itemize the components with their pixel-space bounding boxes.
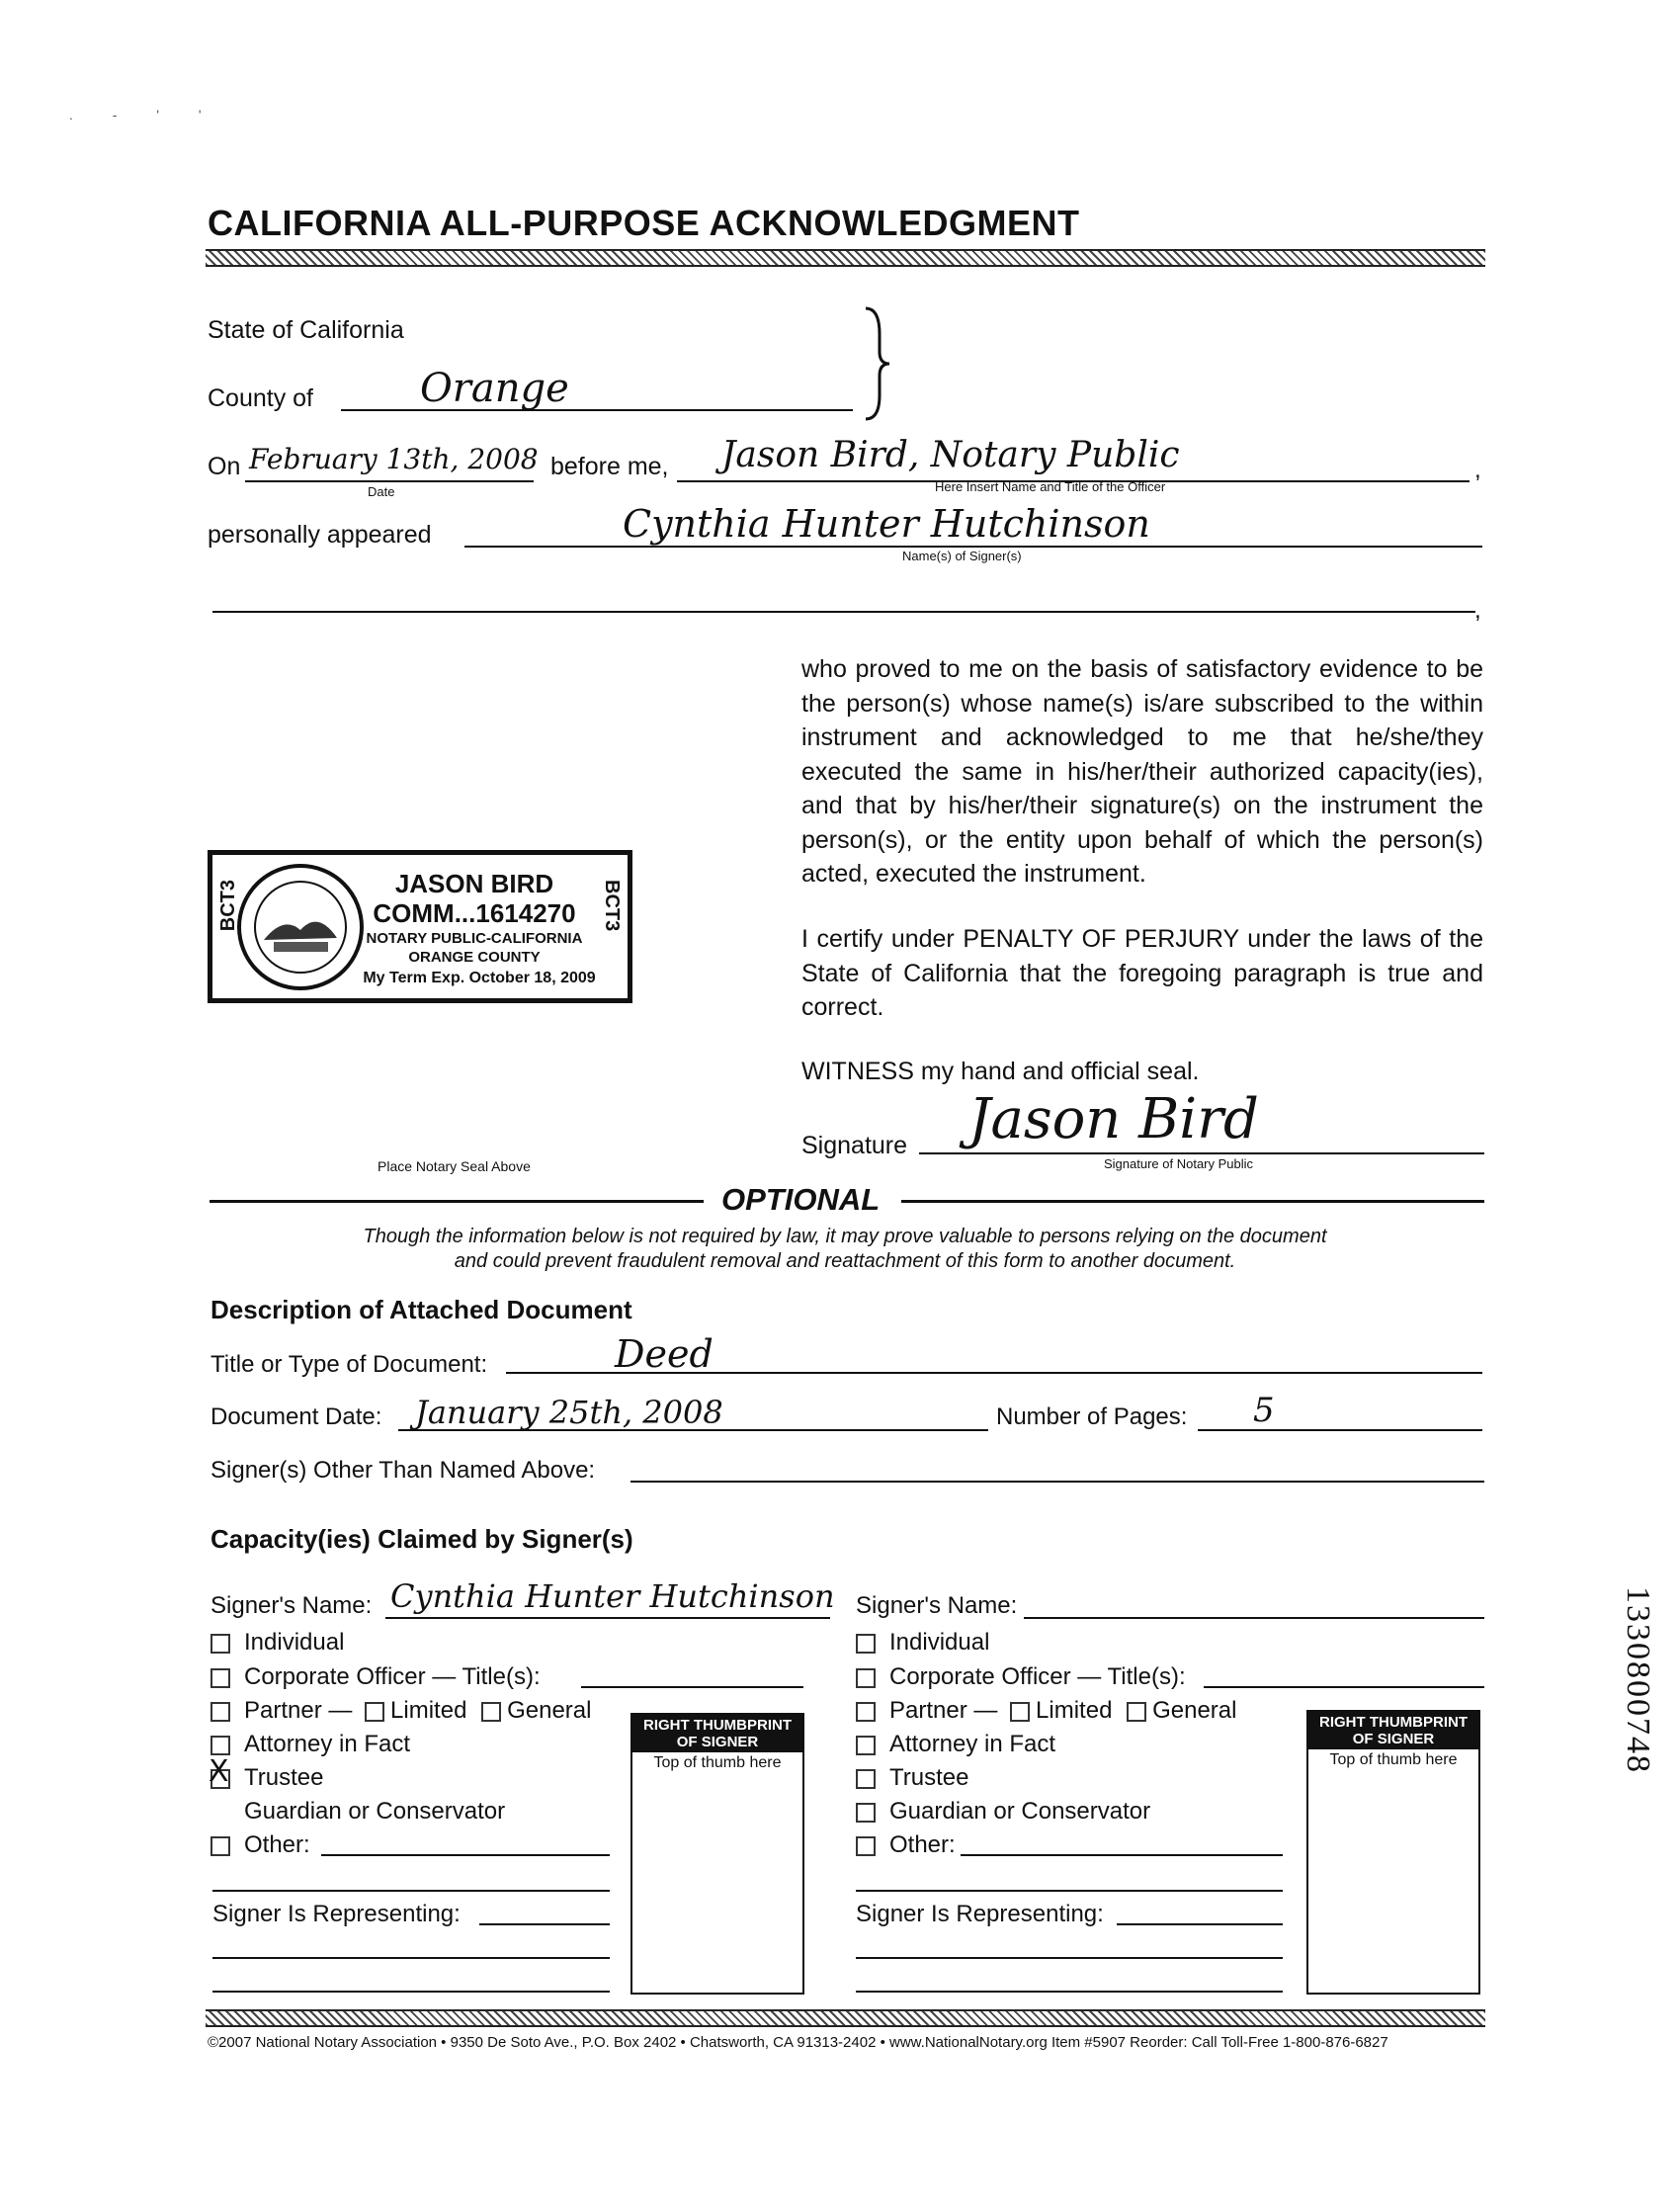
extra-signer-comma: , [1474,597,1481,624]
right-guardian-option[interactable] [856,1795,1150,1828]
left-attorney-checkbox[interactable] [210,1736,230,1755]
right-other-label: Other: [889,1831,956,1858]
left-corporate-label: Corporate Officer — Title(s): [244,1663,541,1690]
left-guardian-option[interactable] [210,1795,505,1828]
right-representing-label: Signer Is Representing: [856,1901,1104,1927]
right-signer-name-line [1024,1617,1484,1619]
left-trustee-checkbox[interactable] [209,1753,230,1789]
other-signers-line [630,1481,1484,1483]
capacities-heading: Capacity(ies) Claimed by Signer(s) [210,1524,633,1554]
left-individual-option[interactable] [210,1626,344,1659]
right-thumb-header: RIGHT THUMBPRINT OF SIGNER [1308,1712,1478,1749]
seal-term: My Term Exp. October 18, 2009 [363,970,596,986]
left-limited-checkbox[interactable] [365,1702,384,1722]
right-attorney-checkbox[interactable] [856,1736,876,1755]
left-corporate-option[interactable] [210,1660,541,1694]
optional-note-1: Though the information below is not required by law, it may prove valuable to persons relying on the document [363,1226,1327,1247]
signer-value[interactable]: Cynthia Hunter Hutchinson [623,502,1150,546]
left-representing-line-2 [212,1957,610,1959]
left-representing-line-3 [212,1991,610,1993]
signer-caption: Name(s) of Signer(s) [902,549,1022,563]
perjury-paragraph: I certify under PENALTY OF PERJURY under the laws of the State of California that the foregoing paragraph is true and correct. [801,925,1483,1021]
left-partner-option[interactable] [210,1694,591,1728]
seal-line2: ORANGE COUNTY [408,949,541,966]
left-signer-name-label: Signer's Name: [210,1592,373,1619]
right-other-line-2 [856,1890,1283,1892]
left-thumb-header: RIGHT THUMBPRINT OF SIGNER [632,1715,802,1752]
right-individual-label: Individual [889,1629,990,1656]
personally-label: personally appeared [208,521,432,549]
doc-date-label: Document Date: [210,1403,382,1430]
left-representing-label: Signer Is Representing: [212,1901,461,1927]
right-individual-option[interactable] [856,1626,989,1659]
left-general-label: General [507,1697,592,1724]
form-title: CALIFORNIA ALL-PURPOSE ACKNOWLEDGMENT [208,203,1080,243]
right-representing-line [1117,1923,1283,1925]
left-thumb-sub: Top of thumb here [653,1754,782,1771]
before-me-label: before me, [550,453,669,480]
seal-code-right: BCT3 [601,880,623,932]
left-attorney-option[interactable] [210,1728,410,1761]
notary-signature[interactable]: Jason Bird [968,1087,1259,1151]
footer-text: ©2007 National Notary Association • 9350 De Soto Ave., P.O. Box 2402 • Chatsworth, CA 91313-2402 • www.NationalNotary.org Item #5907 Reorder: Call Toll-Free 1-800-876-6827 [208,2034,1388,2051]
left-guardian-label: Guardian or Conservator [244,1798,506,1825]
seal-name: JASON BIRD [394,869,554,898]
left-other-option[interactable] [210,1828,310,1862]
date-value[interactable]: February 13th, 2008 [249,443,539,475]
side-document-number: 1330800748 [1620,1586,1656,1774]
bottom-border [206,2009,1485,2027]
witness-line: WITNESS my hand and official seal. [801,1058,1200,1085]
right-partner-checkbox[interactable] [856,1702,876,1722]
left-individual-label: Individual [244,1629,345,1656]
doc-title-label: Title or Type of Document: [210,1351,488,1378]
right-other-line [961,1854,1283,1856]
right-corporate-title-line [1204,1686,1484,1688]
left-thumbprint-box [630,1713,804,1995]
signature-caption: Signature of Notary Public [1104,1156,1254,1171]
left-individual-checkbox[interactable] [210,1634,230,1654]
left-limited-label: Limited [390,1697,467,1724]
venue-brace [858,304,897,423]
left-partner-checkbox[interactable] [210,1702,230,1722]
pages-value[interactable]: 5 [1253,1391,1275,1430]
optional-heading: OPTIONAL [721,1182,881,1217]
seal-line1: NOTARY PUBLIC-CALIFORNIA [366,930,583,947]
signature-label: Signature [801,1132,908,1159]
doc-title-value[interactable]: Deed [615,1332,714,1376]
right-trustee-option[interactable] [856,1761,968,1795]
right-partner-option[interactable] [856,1694,1236,1728]
officer-caption: Here Insert Name and Title of the Officer [935,479,1166,494]
right-corporate-label: Corporate Officer — Title(s): [889,1663,1186,1690]
date-line [245,480,534,482]
pages-line [1198,1429,1482,1431]
left-representing-line [479,1923,610,1925]
right-guardian-label: Guardian or Conservator [889,1798,1151,1825]
doc-date-value[interactable]: January 25th, 2008 [415,1394,723,1431]
right-partner-label: Partner — [889,1697,998,1724]
left-partner-label: Partner — [244,1697,353,1724]
right-individual-checkbox[interactable] [856,1634,876,1654]
right-corporate-option[interactable] [856,1660,1186,1694]
trustee-check-mark: X [209,1753,229,1789]
right-other-checkbox[interactable] [856,1836,876,1856]
right-corporate-checkbox[interactable] [856,1668,876,1688]
optional-rule-right [901,1200,1484,1203]
seal-code-left: BCT3 [217,880,239,932]
right-guardian-checkbox[interactable] [856,1803,876,1823]
right-trustee-label: Trustee [889,1764,969,1791]
right-general-label: General [1152,1697,1237,1724]
left-other-checkbox[interactable] [210,1836,230,1856]
left-general-checkbox[interactable] [481,1702,501,1722]
state-label: State of California [208,316,404,344]
right-attorney-option[interactable] [856,1728,1055,1761]
right-attorney-label: Attorney in Fact [889,1731,1056,1757]
county-line [341,409,853,411]
officer-value[interactable]: Jason Bird, Notary Public [721,435,1180,475]
title-border [206,249,1485,267]
left-attorney-label: Attorney in Fact [244,1731,411,1757]
pages-label: Number of Pages: [996,1403,1188,1430]
left-other-line [321,1854,610,1856]
optional-note-2: and could prevent fraudulent removal and reattachment of this form to another document. [454,1250,1236,1272]
left-signer-name-line [385,1617,830,1619]
left-other-label: Other: [244,1831,310,1858]
seal-commission: COMM...1614270 [373,898,576,928]
date-caption: Date [368,484,395,499]
officer-comma: , [1474,457,1481,483]
left-trustee-option[interactable] [209,1753,324,1795]
left-trustee-label: Trustee [244,1764,324,1791]
notary-seal [208,850,632,1003]
right-representing-line-2 [856,1957,1283,1959]
signer-line [464,546,1482,548]
other-signers-label: Signer(s) Other Than Named Above: [210,1457,596,1484]
county-label: County of [208,384,314,412]
right-thumb-sub: Top of thumb here [1329,1751,1458,1768]
description-heading: Description of Attached Document [210,1295,632,1324]
left-signer-name-value[interactable]: Cynthia Hunter Hutchinson [390,1577,835,1615]
scan-marks: . - ' ' [69,107,219,123]
left-corporate-checkbox[interactable] [210,1668,230,1688]
right-representing-line-3 [856,1991,1283,1993]
left-other-line-2 [212,1890,610,1892]
right-limited-checkbox[interactable] [1010,1702,1030,1722]
signature-line [919,1152,1484,1154]
optional-rule-left [210,1200,704,1203]
left-corporate-title-line [581,1686,803,1688]
state-seal-icon [234,861,368,994]
extra-signer-line [212,611,1475,613]
on-label: On [208,453,241,480]
right-other-option[interactable] [856,1828,956,1862]
acknowledgment-paragraph: who proved to me on the basis of satisfactory evidence to be the person(s) whose name(s) is/are subscribed to the within instrument and acknowledged to me that he/she/they executed the same in his/her/their authorized capacity(ies), and that by his/her/their signature(s) on the instrument the person(s), or the entity upon behalf of which the person(s) acted, executed the instrument. [801,655,1483,888]
right-general-checkbox[interactable] [1127,1702,1146,1722]
right-limited-label: Limited [1036,1697,1113,1724]
right-thumbprint-box [1306,1710,1480,1995]
right-trustee-checkbox[interactable] [856,1769,876,1789]
county-value[interactable]: Orange [420,366,569,411]
right-signer-name-label: Signer's Name: [856,1592,1018,1619]
seal-caption: Place Notary Seal Above [378,1158,531,1174]
